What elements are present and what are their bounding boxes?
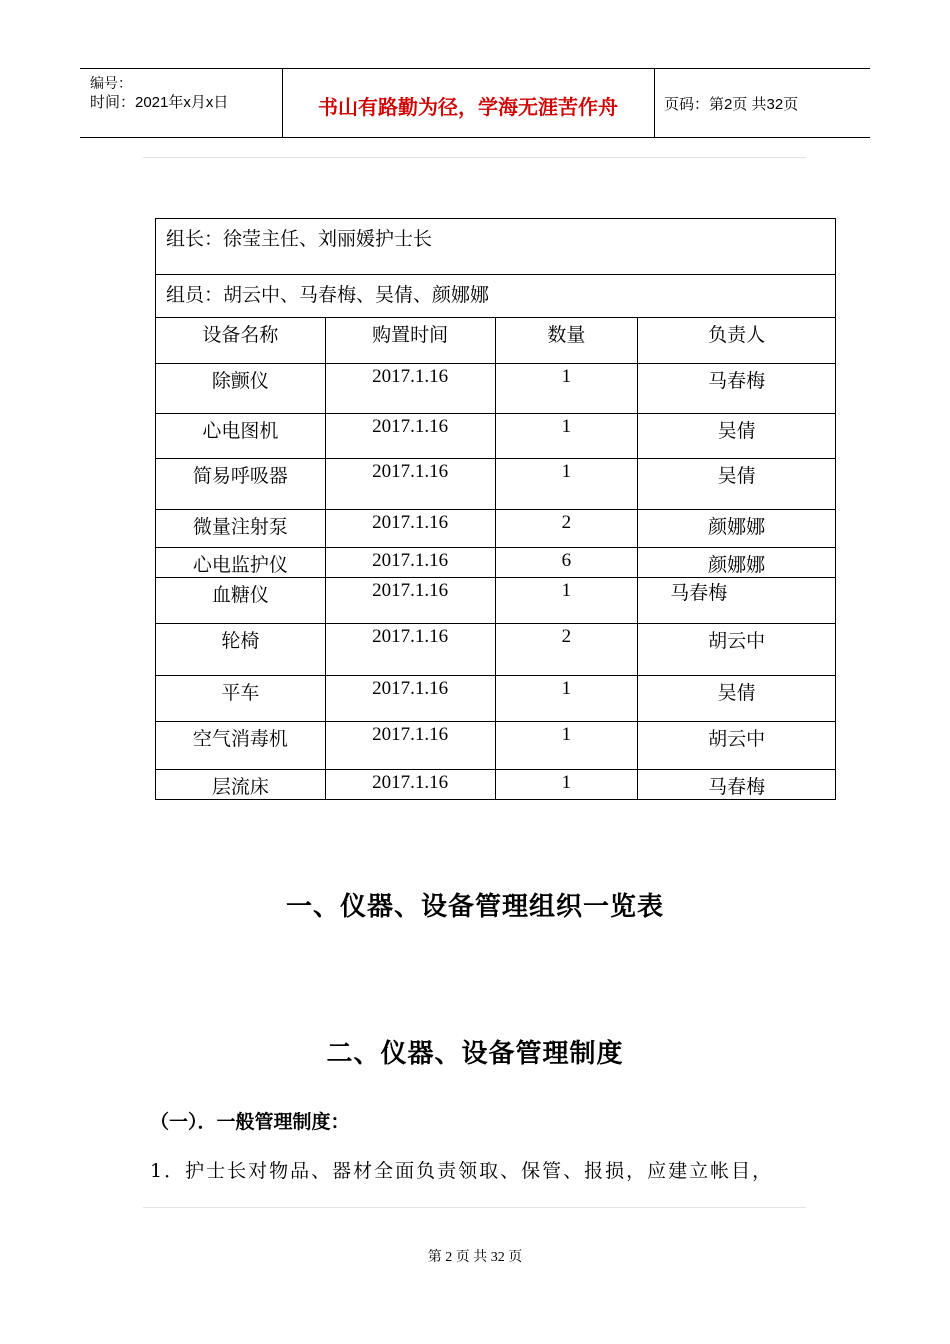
page-footer: 第 2 页 共 32 页 <box>427 1250 523 1265</box>
table-cell: 2017.1.16 <box>325 770 495 800</box>
table-row <box>156 364 836 414</box>
table-cell: 2017.1.16 <box>325 364 495 414</box>
header-page-cell <box>654 69 870 137</box>
table-row <box>156 722 836 770</box>
page-info: 页码：第2页 共32页 <box>664 96 799 113</box>
table-cell: 1 <box>495 770 638 800</box>
page-header <box>80 68 870 138</box>
table-row <box>156 676 836 722</box>
number-label: 编号： <box>90 75 132 91</box>
table-cell: 2017.1.16 <box>325 624 495 676</box>
table-cell: 马春梅 <box>638 578 836 624</box>
member-row <box>156 275 836 318</box>
bottom-divider <box>143 1207 806 1208</box>
table-cell: 2 <box>495 624 638 676</box>
table-cell: 心电图机 <box>156 414 326 459</box>
table-cell: 1 <box>495 676 638 722</box>
table-cell: 吴倩 <box>638 676 836 722</box>
top-divider <box>143 157 806 158</box>
subheading: （一）．一般管理制度： <box>150 1111 350 1133</box>
table-cell: 轮椅 <box>156 624 326 676</box>
table-cell: 马春梅 <box>638 770 836 800</box>
table-cell: 马春梅 <box>638 364 836 414</box>
table-cell: 2017.1.16 <box>325 722 495 770</box>
leader-cell: 组长：徐莹主任、刘丽媛护士长 <box>156 219 836 275</box>
table-cell: 1 <box>495 459 638 510</box>
table-cell: 平车 <box>156 676 326 722</box>
header-motto-cell <box>282 69 655 137</box>
column-header: 负责人 <box>638 318 836 364</box>
leader-row <box>156 219 836 275</box>
table-cell: 血糖仪 <box>156 578 326 624</box>
table-cell: 颜娜娜 <box>638 510 836 548</box>
table-cell: 1 <box>495 414 638 459</box>
table-cell: 1 <box>495 364 638 414</box>
table-cell: 2017.1.16 <box>325 510 495 548</box>
section-heading-1: 一、仪器、设备管理组织一览表 <box>285 892 664 922</box>
section-heading-2: 二、仪器、设备管理制度 <box>326 1039 624 1069</box>
equipment-table <box>155 218 836 800</box>
column-header: 数量 <box>495 318 638 364</box>
table-cell: 除颤仪 <box>156 364 326 414</box>
motto-text: 书山有路勤为径，学海无涯苦作舟 <box>318 95 618 119</box>
table-row <box>156 459 836 510</box>
header-meta-cell <box>80 69 283 137</box>
table-cell: 心电监护仪 <box>156 548 326 578</box>
table-cell: 吴倩 <box>638 459 836 510</box>
table-row <box>156 414 836 459</box>
table-header-row <box>156 318 836 364</box>
table-row <box>156 548 836 578</box>
member-cell: 组员：胡云中、马春梅、吴倩、颜娜娜 <box>156 275 836 318</box>
table-cell: 颜娜娜 <box>638 548 836 578</box>
table-cell: 2017.1.16 <box>325 459 495 510</box>
table-cell: 2 <box>495 510 638 548</box>
table-cell: 6 <box>495 548 638 578</box>
table-cell: 1 <box>495 722 638 770</box>
table-cell: 吴倩 <box>638 414 836 459</box>
table-cell: 空气消毒机 <box>156 722 326 770</box>
table-cell: 层流床 <box>156 770 326 800</box>
table-row <box>156 770 836 800</box>
table-cell: 简易呼吸器 <box>156 459 326 510</box>
body-paragraph: 1．护士长对物品、器材全面负责领取、保管、报损，应建立帐目， <box>150 1160 774 1182</box>
table-row <box>156 510 836 548</box>
table-cell: 2017.1.16 <box>325 676 495 722</box>
table-row <box>156 578 836 624</box>
table-cell: 胡云中 <box>638 722 836 770</box>
table-cell: 胡云中 <box>638 624 836 676</box>
column-header: 设备名称 <box>156 318 326 364</box>
time-label: 时间：2021年x月x日 <box>90 94 229 111</box>
table-cell: 2017.1.16 <box>325 548 495 578</box>
column-header: 购置时间 <box>325 318 495 364</box>
table-cell: 2017.1.16 <box>325 578 495 624</box>
table-cell: 微量注射泵 <box>156 510 326 548</box>
table-row <box>156 624 836 676</box>
table-cell: 1 <box>495 578 638 624</box>
table-cell: 2017.1.16 <box>325 414 495 459</box>
